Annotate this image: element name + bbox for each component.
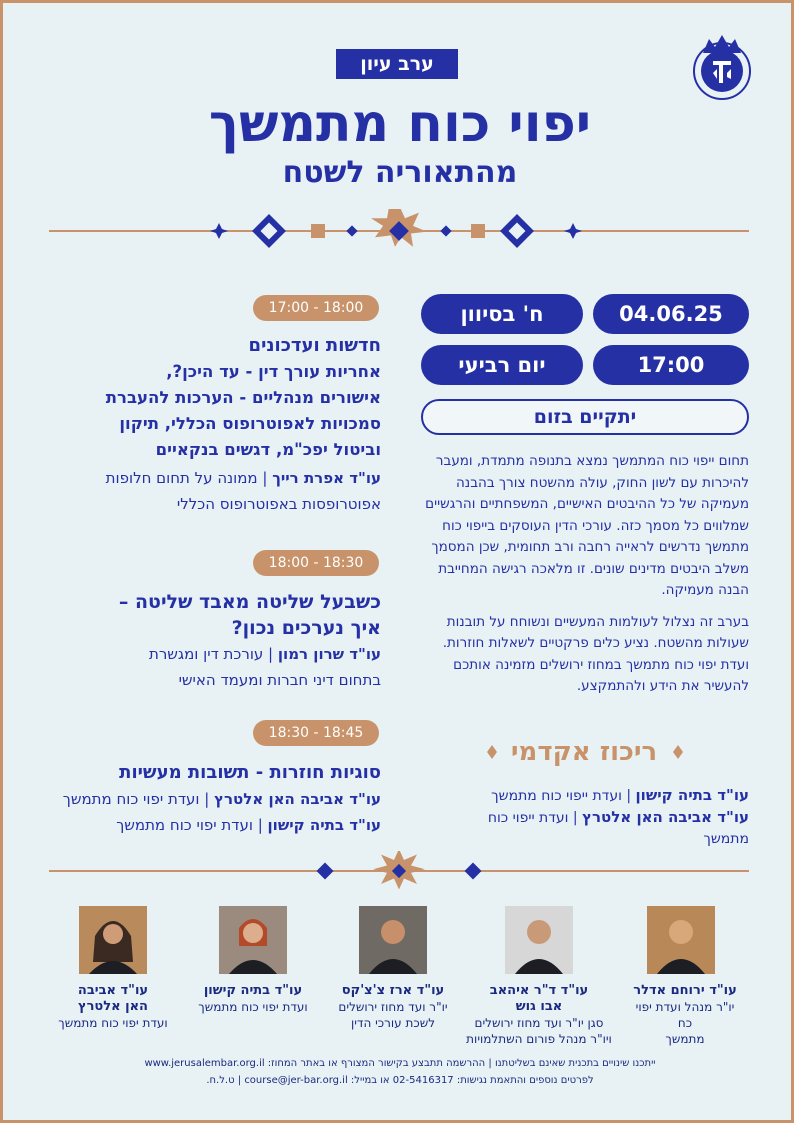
speaker-photo-4 — [219, 906, 287, 974]
session-1-title: חדשות ועדכונים — [248, 335, 381, 356]
speaker-role-3a: יו"ר ועד מחוז ירושלים — [338, 1000, 448, 1014]
session-3-speaker-a-role: | ועדת יפוי כוח מתמשך — [62, 790, 215, 808]
speaker-role-1a: יו"ר מנהל ועדת יפוי כח — [635, 1000, 735, 1030]
speaker-role-5a: ועדת יפוי כוח מתמשך — [58, 1016, 168, 1030]
speaker-photo-3 — [359, 906, 427, 974]
speaker-info-1 — [629, 983, 741, 1047]
footer — [43, 1055, 757, 1089]
session-3-speaker-b-name: עו"ד בתיה קישון — [267, 816, 381, 834]
session-1 — [51, 333, 381, 517]
session-1-time: 17:00 - 18:00 — [253, 295, 379, 321]
academic-name-2: עו"ד אביבה האן אלטרץ — [582, 808, 749, 826]
session-3-speaker-b-role: | ועדת יפוי כוח מתמשך — [116, 816, 268, 834]
session-2-title-2: איך נערכים נכון? — [231, 617, 381, 639]
academic-heading: ריכוז אקדמי — [510, 737, 658, 767]
session-3-speaker-a — [33, 786, 381, 812]
session-3-speaker-b — [33, 812, 381, 838]
event-description — [419, 451, 749, 698]
speaker-name-2b: אבו גוש — [515, 999, 563, 1014]
speaker-card-2 — [505, 906, 573, 978]
speaker-card-3 — [359, 906, 427, 978]
session-1-speaker-role: | ממונה על תחום חלופות — [105, 469, 273, 487]
description-paragraph-3: ועדת יפוי כוח מתמשך במחוז ירושלים מזמינה אותכם להעשיר את הידע ולהתמקצע. — [453, 656, 749, 694]
event-title: יפוי כוח מתמשך — [208, 94, 592, 154]
speaker-photo-1 — [647, 906, 715, 974]
date-gregorian-pill: 04.06.25 — [593, 294, 749, 334]
session-1-speaker-role-cont: אפוטרופסות באפוטרופוס הכללי — [176, 495, 381, 513]
speaker-name-4: עו"ד בתיה קישון — [203, 983, 303, 998]
session-2-speaker-role-cont: בתחום דיני חברות ומעמד האישי — [178, 671, 381, 689]
speaker-card-5 — [79, 906, 147, 978]
speaker-photo-5 — [79, 906, 147, 974]
academic-line-2 — [419, 807, 749, 829]
footer-line-1: ייתכנו שינויים בתכנית שאינם בשליטתנו | ההרשמה תתבצע בקישור המצורף או באתר המחוז: www.jerusalembar.org.il — [144, 1058, 656, 1069]
speaker-name-3: עו"ד ארז צ'צ'קס — [341, 983, 445, 998]
session-1-topic-2: אישורים מנהליים - הערכות להעברת — [105, 388, 381, 407]
session-1-speaker — [51, 465, 381, 491]
ornament-divider-top — [49, 209, 749, 249]
location-pill: יתקיים בזום — [421, 399, 749, 435]
session-3-title: סוגיות חוזרות - תשובות מעשיות — [119, 762, 381, 783]
speaker-role-1b: מתמשך — [665, 1032, 705, 1046]
bar-association-logo — [689, 31, 755, 103]
speaker-photo-2 — [505, 906, 573, 974]
session-2-time: 18:00 - 18:30 — [253, 550, 379, 576]
academic-coordinators — [419, 785, 749, 850]
academic-role-2: | ועדת ייפוי כוח — [487, 810, 583, 826]
speaker-info-2 — [455, 983, 623, 1047]
session-3-speaker-a-name: עו"ד אביבה האן אלטרץ — [214, 790, 381, 808]
diamond-icon — [487, 745, 497, 759]
speaker-card-1 — [647, 906, 715, 978]
speaker-name-1: עו"ד ירוחם אדלר — [633, 983, 737, 998]
session-2-speaker-role: | עורכת דין ומגשרת — [148, 645, 278, 663]
speaker-role-2b: ויו"ר מנהל פורום השתלמויות — [466, 1032, 612, 1046]
academic-role-2-cont: מתמשך — [703, 831, 749, 847]
speaker-card-4 — [219, 906, 287, 978]
date-hebrew-pill: ח' בסיוון — [421, 294, 583, 334]
academic-line-1 — [419, 785, 749, 807]
speaker-info-5 — [51, 983, 175, 1031]
weekday-pill: יום רביעי — [421, 345, 583, 385]
academic-name-1: עו"ד בתיה קישון — [635, 786, 749, 804]
ornament-divider-bottom — [49, 851, 749, 891]
academic-role-1: | ועדת ייפוי כוח מתמשך — [491, 788, 636, 804]
speaker-info-4 — [189, 983, 317, 1015]
speaker-name-5: עו"ד אביבה — [77, 983, 149, 998]
description-paragraph-2: בערב זה נצלול לעולמות המעשיים ונשוחח על תובנות שעולות מהשטח. נציע כלים פרקטיים לשאלות חוזרות. — [442, 613, 749, 651]
speaker-name-5b: האן אלטרץ — [78, 999, 148, 1014]
session-3 — [33, 760, 381, 838]
session-3-time: 18:30 - 18:45 — [253, 720, 379, 746]
footer-line-2: לפרטים נוספים והתאמת נגישות: 02-5416317 או במייל: course@jer-bar.org.il | ט.ל.ח. — [206, 1075, 594, 1086]
session-2-speaker — [51, 641, 381, 667]
event-subtitle: מהתאוריה לשטח — [282, 155, 518, 190]
speaker-role-4a: ועדת יפוי כוח מתמשך — [198, 1000, 308, 1014]
session-2 — [51, 589, 381, 693]
event-kicker: ערב עיון — [336, 49, 458, 79]
speaker-role-3b: לשכת עורכי הדין — [350, 1016, 436, 1030]
speaker-info-3 — [325, 983, 461, 1031]
speaker-role-2a: סגן יו"ר ועד מחוז ירושלים — [474, 1016, 604, 1030]
session-1-speaker-name: עו"ד אפרת רייך — [272, 469, 381, 487]
session-1-topic-4: וביטול יפכ"מ, דגשים בנקאיים — [155, 440, 381, 459]
session-2-speaker-name: עו"ד שרון רמון — [277, 645, 381, 663]
diamond-icon — [673, 745, 683, 759]
time-pill: 17:00 — [593, 345, 749, 385]
session-2-title-1: כשבעל שליטה מאבד שליטה – — [118, 591, 381, 613]
session-1-topic-1: אחריות עורך דין - עד היכן?, — [166, 362, 381, 381]
speaker-name-2: עו"ד ד"ר איהאב — [489, 983, 589, 998]
session-1-topic-3: סמכויות לאפוטרופוס הכללי, תיקון — [119, 414, 381, 433]
description-paragraph-1: תחום ייפוי כוח המתמשך נמצא בתנופה מתמדת, ומעבר להיכרות עם לשון החוק, עולה מהשטח צורך בהבנה מעמיקה של כל ההיבטים האישיים, המשפחתיים והרגשיים שמלווים כל מסמך כזה. עורכי הדין העוסקים בייפוי כוח מתמשך נדרשים לראייה רחבה ורב תחומית, שכן המסמך משלב היבטים מדינים שונים. זו מלאכה רגישה המחייבת הבנה מעמיקה. — [425, 453, 749, 598]
